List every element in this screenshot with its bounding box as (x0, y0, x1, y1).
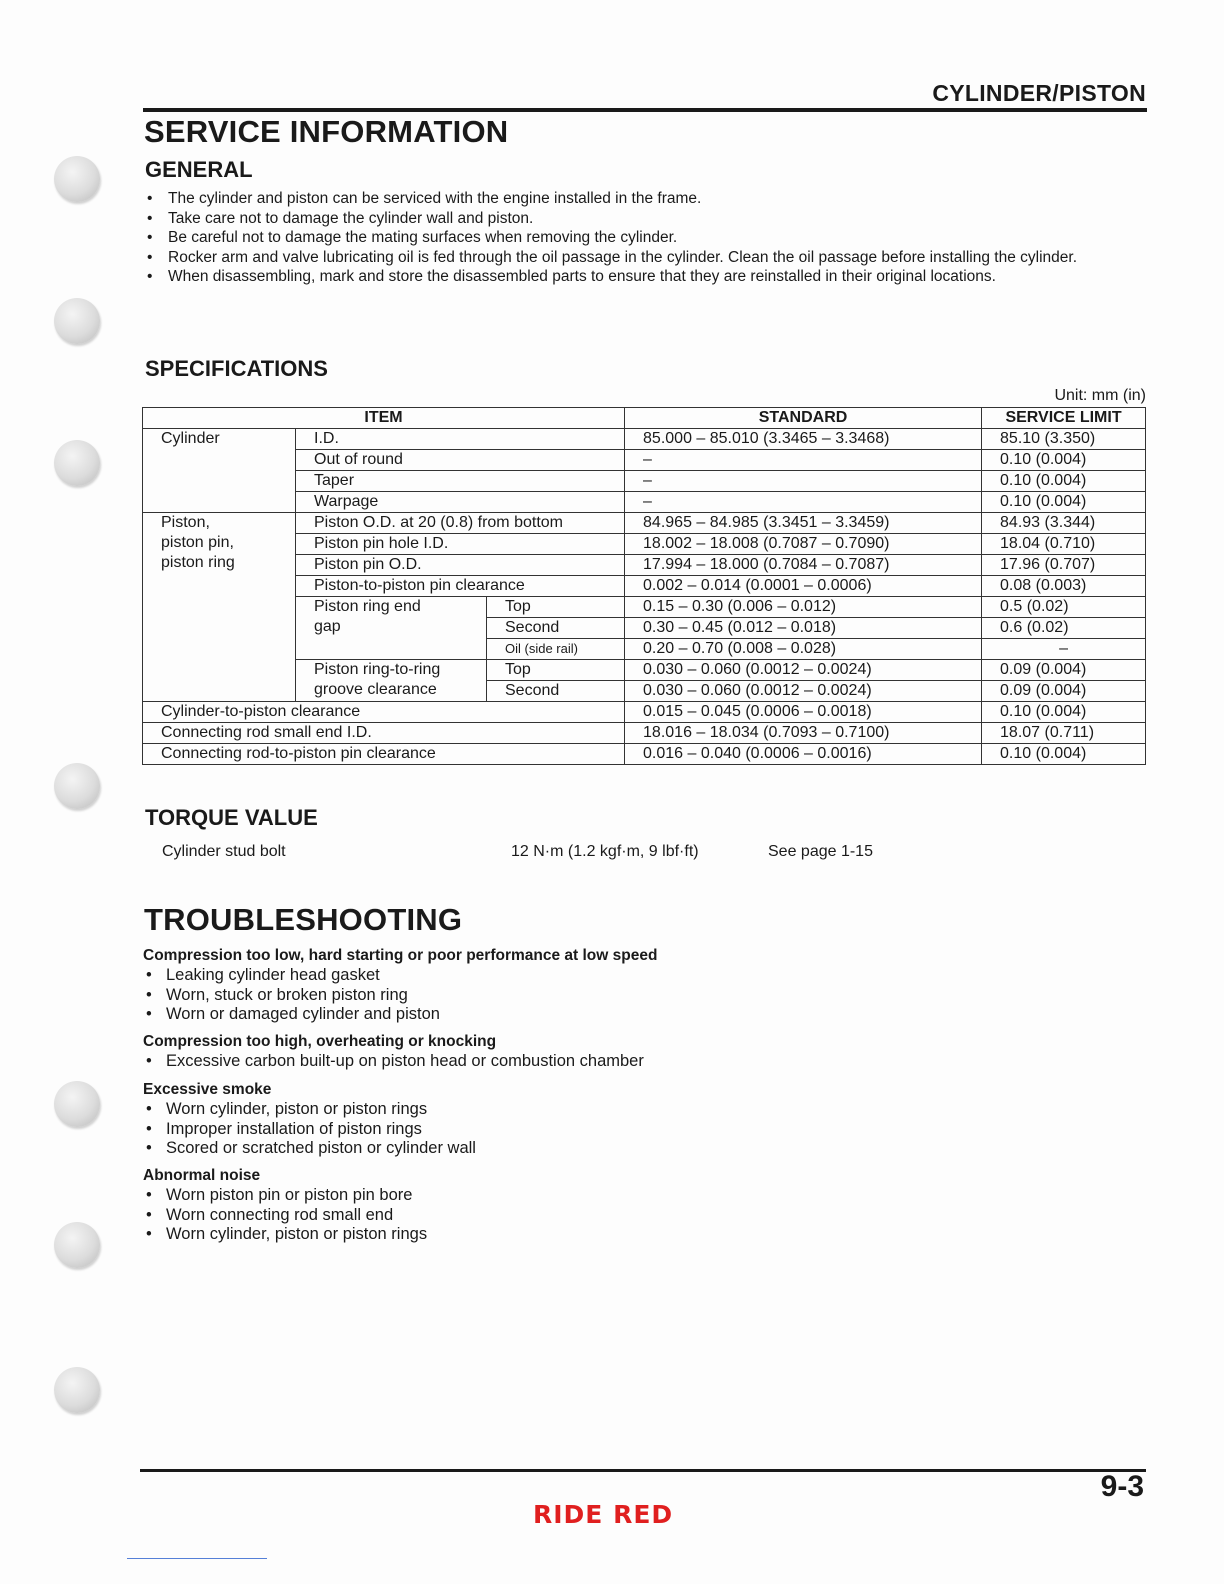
row-standard: 0.016 – 0.040 (0.0006 – 0.0016) (625, 744, 982, 765)
column-header-limit: SERVICE LIMIT (982, 408, 1146, 429)
row-item: Top (487, 660, 625, 681)
row-standard: – (625, 450, 982, 471)
row-limit: 0.10 (0.004) (982, 702, 1146, 723)
footer-rule (140, 1469, 1146, 1472)
row-standard: 0.002 – 0.014 (0.0001 – 0.0006) (625, 576, 982, 597)
list-item: • When disassembling, mark and store the disassembled parts to ensure that they are reinstalled in their original locations. (145, 267, 1147, 287)
trouble-list (142, 1186, 427, 1245)
row-limit: 18.04 (0.710) (982, 534, 1146, 555)
row-limit: 85.10 (3.350) (982, 429, 1146, 450)
row-item: Out of round (296, 450, 625, 471)
list-item: • Worn piston pin or piston pin bore (142, 1186, 427, 1206)
group-ring-end-gap: Piston ring end gap (296, 597, 487, 660)
list-item: • Scored or scratched piston or cylinder wall (142, 1139, 476, 1159)
list-item: • The cylinder and piston can be serviced with the engine installed in the frame. (145, 189, 1147, 209)
row-item: Oil (side rail) (487, 639, 625, 660)
troubleshooting-heading: TROUBLESHOOTING (144, 902, 463, 937)
row-item: Piston-to-piston pin clearance (296, 576, 625, 597)
table-row (143, 429, 1146, 450)
list-item: • Rocker arm and valve lubricating oil is fed through the oil passage in the cylinder. Clean the oil passage before installing the cylinder. (145, 248, 1147, 268)
row-item: Piston pin hole I.D. (296, 534, 625, 555)
trouble-group-title: Compression too high, overheating or knocking (143, 1033, 497, 1050)
row-standard: 0.30 – 0.45 (0.012 – 0.018) (625, 618, 982, 639)
binder-hole (54, 440, 100, 486)
row-limit: – (982, 639, 1146, 660)
group-cylinder: Cylinder (143, 429, 296, 513)
binder-hole (54, 1222, 100, 1268)
binder-hole (54, 763, 100, 809)
column-header-standard: STANDARD (625, 408, 982, 429)
torque-value: 12 N·m (1.2 kgf·m, 9 lbf·ft) (511, 843, 699, 860)
list-item: • Worn or damaged cylinder and piston (142, 1005, 440, 1025)
trouble-group-title: Abnormal noise (143, 1167, 261, 1184)
row-limit: 0.5 (0.02) (982, 597, 1146, 618)
row-limit: 17.96 (0.707) (982, 555, 1146, 576)
trouble-group-title: Excessive smoke (143, 1081, 272, 1098)
row-item: Connecting rod small end I.D. (143, 723, 625, 744)
row-item: Taper (296, 471, 625, 492)
trouble-list (142, 966, 440, 1025)
group-piston: Piston, piston pin, piston ring (143, 513, 296, 702)
torque-heading: TORQUE VALUE (145, 805, 318, 830)
specifications-heading: SPECIFICATIONS (145, 356, 328, 381)
trouble-list (142, 1052, 644, 1072)
list-item: • Worn connecting rod small end (142, 1206, 427, 1226)
row-standard: 84.965 – 84.985 (3.3451 – 3.3459) (625, 513, 982, 534)
list-item: • Take care not to damage the cylinder wall and piston. (145, 209, 1147, 229)
binder-hole (54, 298, 100, 344)
torque-item: Cylinder stud bolt (162, 843, 286, 860)
table-row (143, 744, 1146, 765)
row-standard: 85.000 – 85.010 (3.3465 – 3.3468) (625, 429, 982, 450)
row-standard: 0.015 – 0.045 (0.0006 – 0.0018) (625, 702, 982, 723)
row-item: Cylinder-to-piston clearance (143, 702, 625, 723)
table-row (143, 513, 1146, 534)
row-standard: 17.994 – 18.000 (0.7084 – 0.7087) (625, 555, 982, 576)
row-standard: 0.030 – 0.060 (0.0012 – 0.0024) (625, 660, 982, 681)
general-heading: GENERAL (145, 157, 253, 182)
row-limit: 0.09 (0.004) (982, 681, 1146, 702)
list-item: • Worn, stuck or broken piston ring (142, 986, 440, 1006)
table-header-row (143, 408, 1146, 429)
row-limit: 18.07 (0.711) (982, 723, 1146, 744)
row-item: Top (487, 597, 625, 618)
row-limit: 0.10 (0.004) (982, 744, 1146, 765)
row-standard: 0.030 – 0.060 (0.0012 – 0.0024) (625, 681, 982, 702)
row-limit: 0.10 (0.004) (982, 450, 1146, 471)
row-item: Connecting rod-to-piston pin clearance (143, 744, 625, 765)
row-limit: 0.6 (0.02) (982, 618, 1146, 639)
row-standard: 0.20 – 0.70 (0.008 – 0.028) (625, 639, 982, 660)
brand-logo: RIDE RED (533, 1500, 674, 1529)
list-item: • Be careful not to damage the mating surfaces when removing the cylinder. (145, 228, 1147, 248)
page-number: 9-3 (1100, 1470, 1144, 1503)
row-limit: 84.93 (3.344) (982, 513, 1146, 534)
row-item: Piston pin O.D. (296, 555, 625, 576)
section-tag: CYLINDER/PISTON (932, 80, 1146, 106)
binder-hole (54, 156, 100, 202)
row-item: Warpage (296, 492, 625, 513)
column-header-item: ITEM (143, 408, 625, 429)
row-standard: 18.002 – 18.008 (0.7087 – 0.7090) (625, 534, 982, 555)
table-row (143, 723, 1146, 744)
row-limit: 0.10 (0.004) (982, 471, 1146, 492)
torque-note: See page 1-15 (768, 843, 873, 860)
row-standard: 0.15 – 0.30 (0.006 – 0.012) (625, 597, 982, 618)
row-item: I.D. (296, 429, 625, 450)
list-item: • Worn cylinder, piston or piston rings (142, 1225, 427, 1245)
table-row (143, 702, 1146, 723)
row-standard: – (625, 471, 982, 492)
row-standard: 18.016 – 18.034 (0.7093 – 0.7100) (625, 723, 982, 744)
binder-hole (54, 1081, 100, 1127)
trouble-list (142, 1100, 476, 1159)
row-limit: 0.08 (0.003) (982, 576, 1146, 597)
specifications-table (142, 407, 1146, 765)
unit-label: Unit: mm (in) (1054, 387, 1146, 404)
list-item: • Excessive carbon built-up on piston head or combustion chamber (142, 1052, 644, 1072)
binder-hole (54, 1367, 100, 1413)
row-item: Second (487, 618, 625, 639)
list-item: • Improper installation of piston rings (142, 1120, 476, 1140)
row-item: Second (487, 681, 625, 702)
row-standard: – (625, 492, 982, 513)
row-limit: 0.10 (0.004) (982, 492, 1146, 513)
bottom-underline (127, 1558, 267, 1559)
trouble-group-title: Compression too low, hard starting or poor performance at low speed (143, 947, 658, 964)
header-rule (143, 108, 1147, 112)
page-title: SERVICE INFORMATION (144, 114, 509, 149)
list-item: • Worn cylinder, piston or piston rings (142, 1100, 476, 1120)
general-list (145, 189, 1147, 287)
row-item: Piston O.D. at 20 (0.8) from bottom (296, 513, 625, 534)
list-item: • Leaking cylinder head gasket (142, 966, 440, 986)
group-ring-groove: Piston ring-to-ring groove clearance (296, 660, 487, 702)
row-limit: 0.09 (0.004) (982, 660, 1146, 681)
